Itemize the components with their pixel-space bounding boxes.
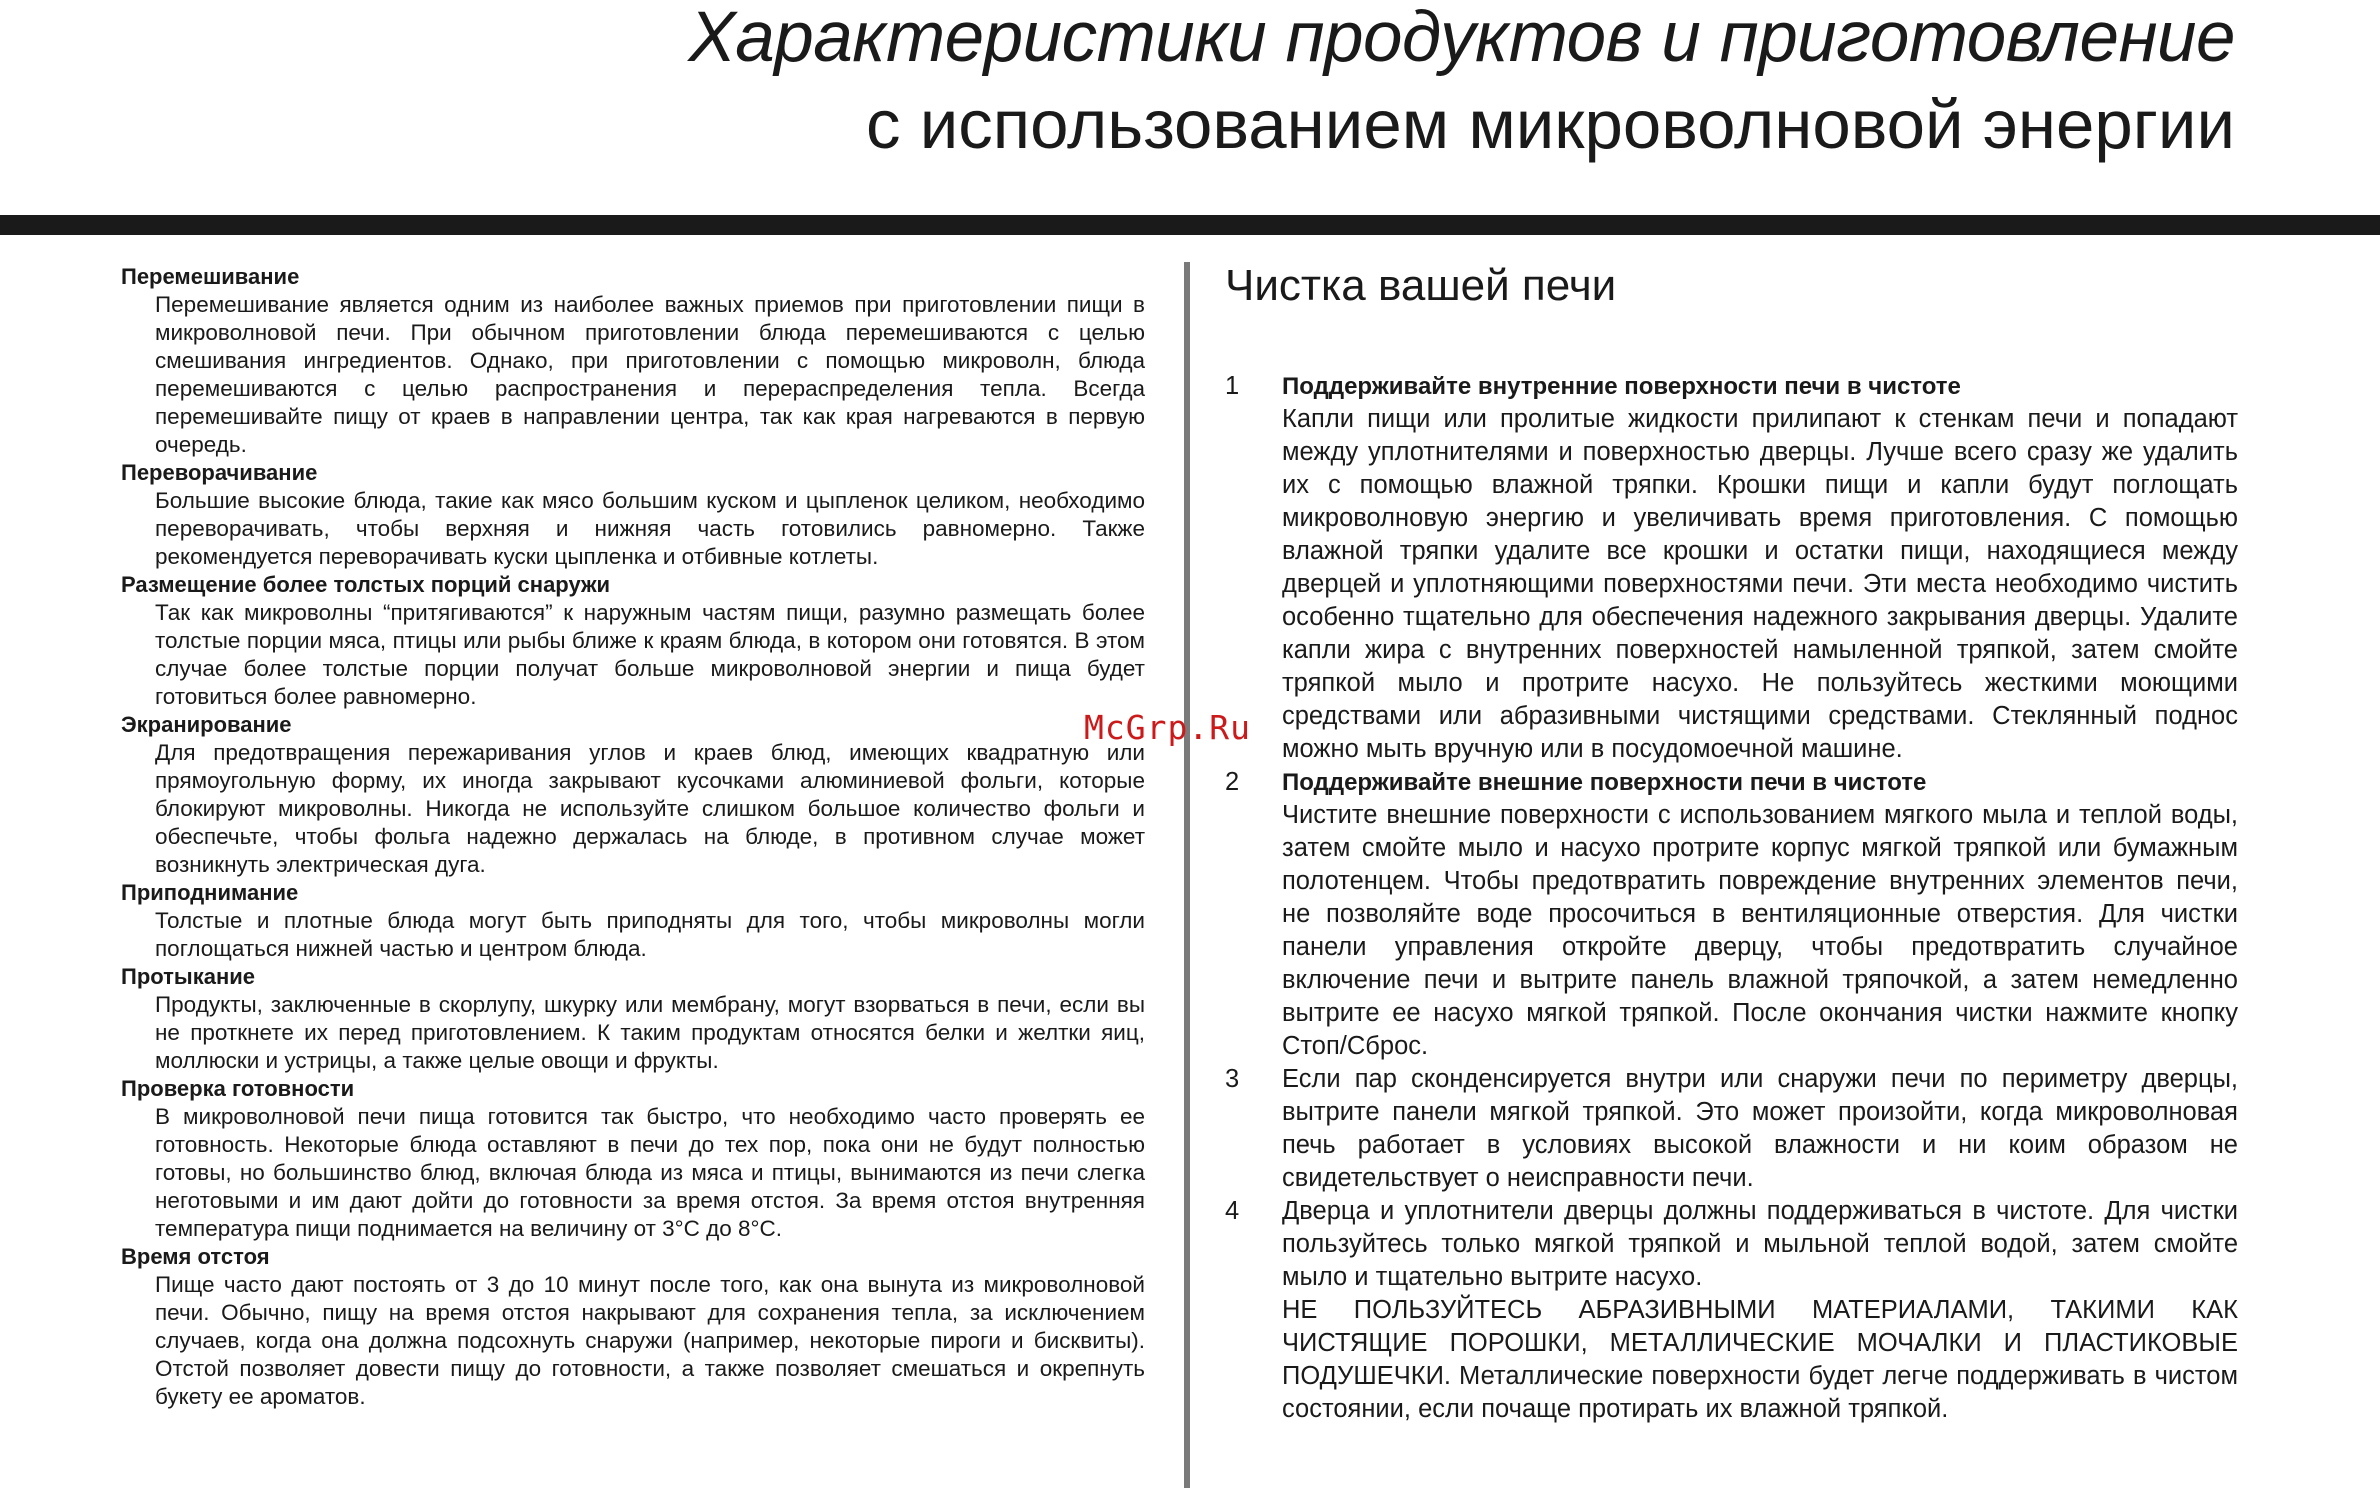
section-body: Толстые и плотные блюда могут быть приподняты для того, чтобы микроволны могли поглощаться нижней частью и центром блюда. [155,908,1145,961]
section [121,711,1145,879]
section-title: Протыкание [121,964,255,989]
numbered-item [1225,1195,2238,1426]
section-title: Переворачивание [121,460,318,485]
section-title: Перемешивание [121,264,300,289]
section-body: Перемешивание является одним из наиболее важных приемов при приготовлении пищи в микроволновой печи. При обычном приготовлении блюда перемешиваются с целью смешивания ингредиентов. Однако, при приготовлении с помощью микроволн, блюда перемешиваются с целью распространения и перераспределения тепла. Всегда перемешивайте пищу от краев в направлении центра, так как края нагреваются в первую очередь. [155,292,1145,457]
section [121,459,1145,571]
item-number: 4 [1225,1197,1240,1225]
section-title: Размещение более толстых порций снаружи [121,572,611,597]
page-title-line-1: Характеристики продуктов и приготовление [688,0,2235,77]
section [121,1075,1145,1243]
section [121,571,1145,711]
numbered-item [1225,766,2238,1063]
section-body: Для предотвращения пережаривания углов и краев блюд, имеющих квадратную или прямоугольную форму, их иногда закрывают кусочками алюминиевой фольги, которые блокируют микроволны. Никогда не используйте слишком большое количество фольги и обеспечьте, чтобы фольга надежно держалась на блюде, в противном случае может возникнуть электрическая дуга. [155,740,1145,877]
section-body: Так как микроволны “притягиваются” к наружным частям пищи, разумно размещать более толстые порции мяса, птицы или рыбы ближе к краям блюда, в котором они готовятся. В этом случае более толстые порции получат больше микроволновой энергии и пища будет готовиться более равномерно. [155,600,1145,709]
item-heading: Поддерживайте внутренние поверхности печи в чистоте [1282,373,1961,400]
item-number: 2 [1225,768,1240,796]
item-body: Если пар сконденсируется внутри или снаружи печи по периметру дверцы, вытрите панели мягкой тряпкой. Это может произойти, когда микроволновая печь работает в условиях высокой влажности и ни коим образом не свидетельствует о неисправности печи. [1282,1065,2238,1192]
section [121,879,1145,963]
left-column [121,263,1145,1411]
header-divider-bar [0,215,2380,235]
column-divider [1184,262,1190,1488]
section [121,263,1145,459]
item-body: Капли пищи или пролитые жидкости прилипают к стенкам печи и попадают между уплотнителями и поверхностью дверцы. Лучше всего сразу же удалить их с помощью влажной тряпки. Крошки пищи и капли будут поглощать микроволновую энергию и увеличивать время приготовления. С помощью влажной тряпки удалите все крошки и остатки пищи, находящиеся между дверцей и уплотняющими поверхностями печи. Эти места необходимо чистить особенно тщательно для обеспечения надежного закрывания дверцы. Удалите капли жира с внутренних поверхностей намыленной тряпкой, затем смойте тряпкой мыло и протрите насухо. Не пользуйтесь жесткими моющими средствами или абразивными чистящими средствами. Стеклянный поднос можно мыть вручную или в посудомоечной машине. [1282,405,2238,763]
right-column [1225,258,2238,1426]
section-title: Время отстоя [121,1244,270,1269]
page-title-line-2: с использованием микроволновой энергии [866,86,2235,163]
numbered-item [1225,1063,2238,1195]
numbered-item [1225,370,2238,766]
item-number: 3 [1225,1065,1240,1093]
section-title: Приподнимание [121,880,299,905]
section-title: Проверка готовности [121,1076,355,1101]
section-body: Большие высокие блюда, такие как мясо большим куском и цыпленок целиком, необходимо переворачивать, чтобы верхняя и нижняя часть готовились равномерно. Также рекомендуется переворачивать куски цыпленка и отбивные котлеты. [155,488,1145,569]
item-body: Чистите внешние поверхности с использованием мягкого мыла и теплой воды, затем смойте мыло и насухо протрите корпус мягкой тряпкой или бумажным полотенцем. Чтобы предотвратить повреждение внутренних элементов печи, не позволяйте воде просочиться в вентиляционные отверстия. Для чистки панели управления откройте дверцу, чтобы предотвратить случайное включение печи и вытрите панель влажной тряпочкой, а затем немедленно вытрите ее насухо мягкой тряпкой. После окончания чистки нажмите кнопку Стоп/Сброс. [1282,801,2238,1060]
section-body: В микроволновой печи пища готовится так быстро, что необходимо часто проверять ее готовность. Некоторые блюда оставляют в печи до тех пор, пока они не будут полностью готовы, но большинство блюд, включая блюда из мяса и птицы, вынимаются из печи слегка неготовыми и им дают дойти до готовности за время отстоя. За время отстоя внутренняя температура пищи поднимается на величину от 3°С до 8°С. [155,1104,1145,1241]
cleaning-section-title: Чистка вашей печи [1225,261,1617,310]
section [121,1243,1145,1411]
section-body: Пище часто дают постоять от 3 до 10 минут после того, как она вынута из микроволновой печи. Обычно, пищу на время отстоя накрывают для сохранения тепла, за исключением случаев, когда она должна подсохнуть снаружи (например, некоторые пироги и бисквиты). Отстой позволяет довести пищу до готовности, а также позволяет смешаться и окрепнуть букету ее ароматов. [155,1272,1145,1409]
section-body: Продукты, заключенные в скорлупу, шкурку или мембрану, могут взорваться в печи, если вы не проткнете их перед приготовлением. К таким продуктам относятся белки и желтки яиц, моллюски и устрицы, а также целые овощи и фрукты. [155,992,1145,1073]
item-heading: Поддерживайте внешние поверхности печи в чистоте [1282,769,1927,796]
section [121,963,1145,1075]
item-body: Дверца и уплотнители дверцы должны поддерживаться в чистоте. Для чистки пользуйтесь только мягкой тряпкой и мыльной теплой водой, затем смойте мыло и тщательно вытрите насухо. [1282,1197,2238,1291]
warning-text: НЕ ПОЛЬЗУЙТЕСЬ АБРАЗИВНЫМИ МАТЕРИАЛАМИ, ТАКИМИ КАК ЧИСТЯЩИЕ ПОРОШКИ, МЕТАЛЛИЧЕСКИЕ МОЧАЛКИ И ПЛАСТИКОВЫЕ ПОДУШЕЧКИ. Металлические поверхности будет легче поддерживать в чистом состоянии, если почаще протирать их влажной тряпкой. [1282,1296,2238,1423]
watermark: McGrp.Ru [1084,708,1251,747]
item-number: 1 [1225,372,1240,400]
section-title: Экранирование [121,712,292,737]
